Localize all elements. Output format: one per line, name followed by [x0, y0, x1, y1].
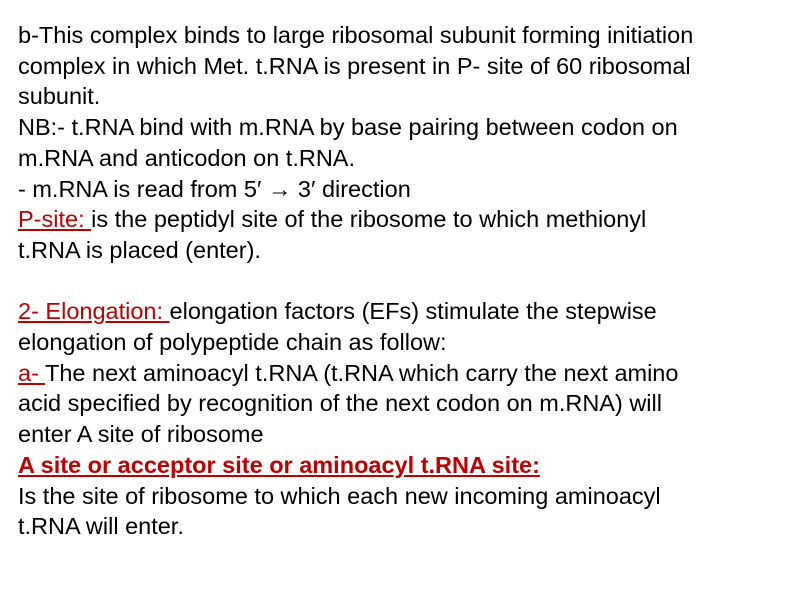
text-line: elongation of polypeptide chain as follow:	[18, 329, 447, 356]
text-line: acid specified by recognition of the next codon on m.RNA) will	[18, 390, 662, 417]
text-line: t.RNA will enter.	[18, 513, 184, 540]
nb-note-line: NB:- t.RNA bind with m.RNA by base pairing between codon on	[18, 114, 678, 141]
text-line: b-This complex binds to large ribosomal subunit forming initiation	[18, 22, 694, 48]
mrna-direction-line: - m.RNA is read from 5′ → 3′ direction	[18, 175, 411, 202]
asite-heading-line	[18, 450, 798, 481]
text-line: enter A site of ribosome	[18, 421, 264, 448]
paragraph-spacer	[18, 266, 798, 297]
text-line: Is the site of ribosome to which each new incoming aminoacyl	[18, 482, 661, 509]
step-a-label: a-	[18, 359, 45, 386]
step-a-line	[18, 358, 798, 389]
asite-heading: A site or acceptor site or aminoacyl t.RNA site:	[18, 451, 540, 478]
psite-label: P-site:	[18, 206, 92, 233]
text-line: complex in which Met. t.RNA is present in P- site of 60 ribosomal	[18, 52, 691, 79]
text-line: m.RNA and anticodon on t.RNA.	[18, 144, 356, 171]
slide-text-body	[18, 20, 798, 542]
elongation-heading-line	[18, 296, 798, 327]
text-line: t.RNA is placed (enter).	[18, 236, 261, 263]
elongation-label: 2- Elongation:	[18, 298, 170, 325]
step-a-text: The next aminoacyl t.RNA (t.RNA which carry the next amino	[45, 359, 679, 386]
text-line: subunit.	[18, 83, 101, 110]
psite-definition-line	[18, 204, 798, 235]
psite-definition-text: is the peptidyl site of the ribosome to which methionyl	[91, 206, 647, 233]
elongation-text: elongation factors (EFs) stimulate the stepwise	[169, 298, 657, 325]
